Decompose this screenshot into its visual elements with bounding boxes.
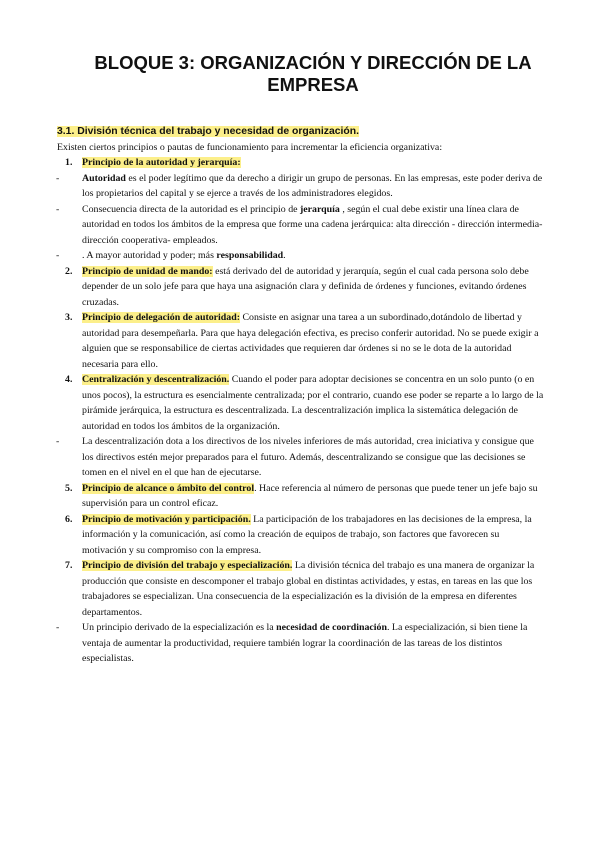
item-text: . Hace referencia al número de personas que puede tener un jefe bajo su supervisión para un control eficaz. [82,482,538,509]
item-text: está derivado del de autoridad y jerarquía, según el cual cada persona solo debe depender de un solo jefe para que haya una asignación clara y definida de órdenes y funciones, evitando órdenes cruzadas. [82,265,529,308]
item-heading: Principio de delegación de autoridad: [82,312,240,323]
item-heading: Principio de la autoridad y jerarquía: [82,157,241,168]
item-heading: Principio de división del trabajo y especialización. [82,560,293,571]
principle-item [65,310,544,372]
item-text: Consiste en asignar una tarea a un subordinado,dotándolo de libertad y autoridad para desempeñarla. Para que haya delegación efectiva, es preciso conferir autoridad. No se puede exigir a alguien que se responsabilice de ciertas actividades que requieren dar órdenes si no se le dota de la autoridad necesaria para ello. [82,312,539,370]
item-heading: Principio de alcance o ámbito del control [82,482,255,494]
principle-item [65,558,544,620]
bullet-item: - La descentralización dota a los directivos de los niveles inferiores de más autoridad, crea iniciativa y consigue que los directivos estén mejor preparados para el futuro. Además, descentralizando se consigue que las decisiones se tomen en el nivel en el que han de ejecutarse. [56,436,534,478]
section-title-highlight: 3.1. División técnica del trabajo y necesidad de organización. [57,126,360,137]
item-heading: Principio de motivación y participación. [82,513,251,525]
principle-item [65,481,544,512]
bullet-item: - Autoridad es el poder legítimo que da derecho a dirigir un grupo de personas. En las empresas, este poder deriva de los propietarios del capital y se ejerce a través de los administradores elegidos. [56,172,543,199]
section-title [57,124,544,140]
item-text: Cuando el poder para adoptar decisiones se concentra en un solo punto (o en unos pocos), la estructura es esencialmente centralizada; por el contrario, cuando ese poder se reparte a lo largo de la pirámide jerárquica, la estructura es descentralizada. La descentralización implica la sistemática delegación de autoridad en todos los ámbitos de la organización. [82,374,544,432]
principles-list [65,481,544,621]
bullet-item: - . A mayor autoridad y poder; más responsabilidad. [56,250,286,261]
item-text: La participación de los trabajadores en las decisiones de la empresa, la información y la comunicación, así como la creación de equipos de trabajo, son factores que favorecen su motivación y su compromiso con la empresa. [82,513,532,556]
principle-item [65,372,544,434]
item-number: 3. [65,312,73,323]
intro-paragraph: Existen ciertos principios o pautas de funcionamiento para incrementar la eficiencia organizativa: [57,141,443,153]
item-number: 7. [65,560,73,571]
bullet-item: - Consecuencia directa de la autoridad es el principio de jerarquía , según el cual debe existir una línea clara de autoridad en todos los ámbitos de la empresa que forme una cadena jerárquica: alta dirección - dirección intermedia- dirección cooperativa- empleados. [56,203,543,246]
item-heading: Principio de unidad de mando: [82,265,213,277]
item-number: 2. [65,265,73,277]
bullet-item: - Un principio derivado de la especialización es la necesidad de coordinación. La especialización, si bien tiene la ventaja de aumentar la productividad, requiere también lograr la coordinación de las tareas de los distintos especialistas. [56,622,528,664]
item-number: 6. [65,513,73,525]
principle-item [65,264,544,311]
item-number: 4. [65,374,73,385]
document-title: BLOQUE 3: ORGANIZACIÓN Y DIRECCIÓN DE LA EMPRESA [94,52,532,95]
principles-list [65,155,544,171]
bullet-list [56,171,544,264]
bullet-list [56,434,544,481]
principle-item [65,512,544,559]
principles-list [65,264,544,435]
bullet-list [56,620,544,667]
item-text: La división técnica del trabajo es una manera de organizar la producción que consiste en descomponer el trabajo global en distintas actividades, y estas, en tareas en las que los trabajadores se especializan. Una consecuencia de la especialización es la división de la empresa en diferentes departamentos. [82,560,535,618]
item-number: 5. [65,482,73,494]
principle-item [65,155,544,171]
item-heading: Centralización y descentralización. [82,374,230,385]
item-number: 1. [65,157,73,168]
